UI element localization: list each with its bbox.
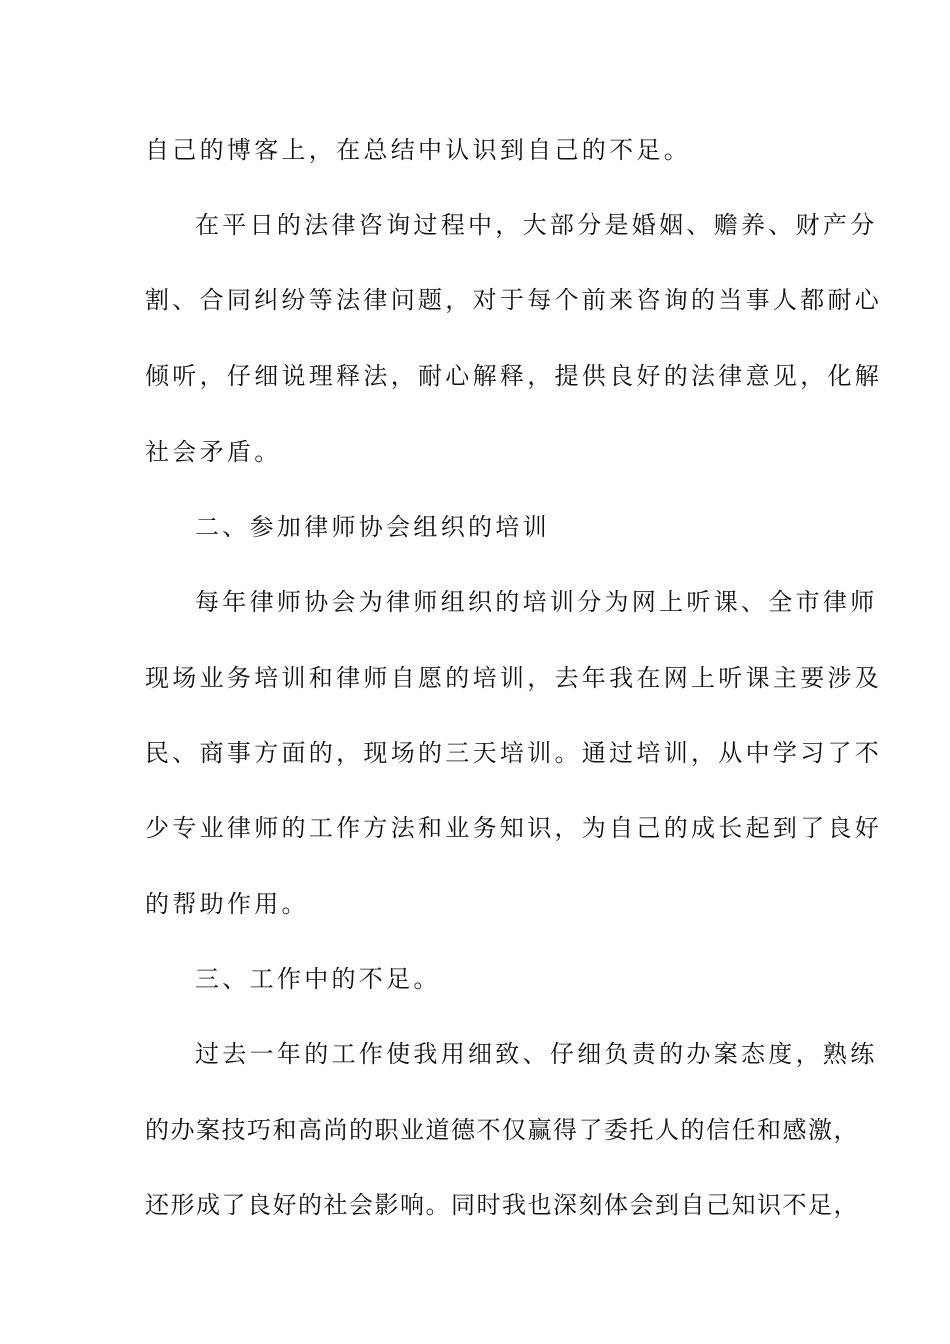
text-line: 自己的博客上，在总结中认识到自己的不足。 — [145, 136, 691, 164]
section-heading: 三、工作中的不足。 — [195, 965, 441, 993]
text-line: 割、合同纠纷等法律问题，对于每个前来咨询的当事人都耐心 — [145, 286, 883, 314]
section-heading: 二、参加律师协会组织的培训 — [195, 513, 550, 541]
text-line: 社会矛盾。 — [145, 438, 282, 466]
text-line: 还形成了良好的社会影响。同时我也深刻体会到自己知识不足， — [145, 1191, 859, 1219]
paragraph-first-line: 每年律师协会为律师组织的培训分为网上听课、全市律师 — [195, 588, 878, 616]
paragraph-first-line: 过去一年的工作使我用细致、仔细负责的办案态度，熟练 — [195, 1040, 878, 1068]
text-line: 现场业务培训和律师自愿的培训，去年我在网上听课主要涉及 — [145, 664, 883, 692]
text-line: 民、商事方面的，现场的三天培训。通过培训，从中学习了不 — [145, 739, 883, 767]
text-line: 的帮助作用。 — [145, 890, 309, 918]
text-line: 少专业律师的工作方法和业务知识，为自己的成长起到了良好 — [145, 814, 883, 842]
text-line: 的办案技巧和高尚的职业道德不仅赢得了委托人的信任和感激， — [145, 1116, 859, 1144]
text-line: 倾听，仔细说理释法，耐心解释，提供良好的法律意见，化解 — [145, 362, 883, 390]
paragraph-first-line: 在平日的法律咨询过程中，大部分是婚姻、赡养、财产分 — [195, 211, 878, 239]
